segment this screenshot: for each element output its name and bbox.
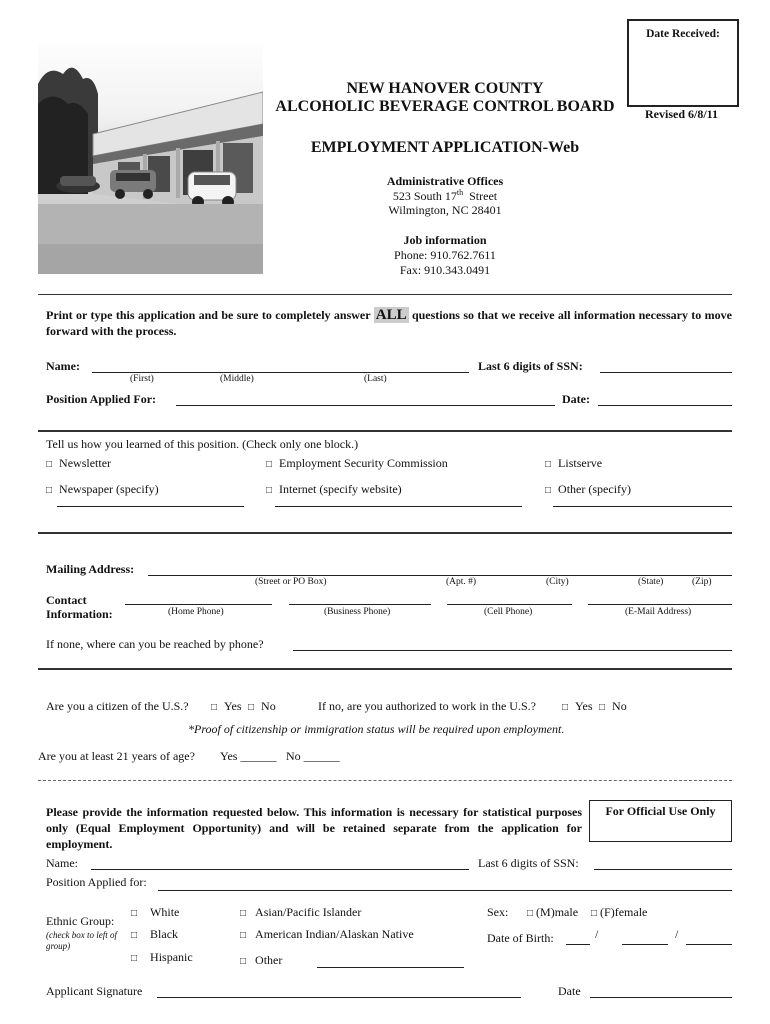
first-name-caption: (First) xyxy=(130,374,154,384)
age-question: Are you at least 21 years of age? xyxy=(38,749,195,763)
form-title: EMPLOYMENT APPLICATION-Web xyxy=(310,139,580,156)
eeo-ssn-label: Last 6 digits of SSN: xyxy=(478,856,579,870)
ethnic-asian[interactable]: □ Asian/Pacific Islander xyxy=(240,905,362,919)
ethnic-other-field[interactable] xyxy=(317,967,464,968)
proof-note: *Proof of citizenship or immigration status will be required upon employment. xyxy=(188,722,565,736)
date-label: Date: xyxy=(562,392,590,406)
option-employment-security[interactable]: □ Employment Security Commission xyxy=(266,456,448,470)
checkbox-icon[interactable]: □ xyxy=(240,930,247,941)
cell-phone-field[interactable] xyxy=(447,604,572,605)
business-phone-caption: (Business Phone) xyxy=(324,607,391,617)
dob-year-field[interactable] xyxy=(686,944,732,945)
name-label: Name: xyxy=(46,359,80,373)
revised-date: Revised 6/8/11 xyxy=(645,107,719,121)
checkbox-icon[interactable]: □ xyxy=(527,908,534,919)
email-caption: (E-Mail Address) xyxy=(625,607,692,617)
ethnic-american-indian[interactable]: □ American Indian/Alaskan Native xyxy=(240,927,414,941)
org-name-line2: ALCOHOLIC BEVERAGE CONTROL BOARD xyxy=(275,98,615,115)
checkbox-icon[interactable]: □ xyxy=(266,459,273,470)
checkbox-icon[interactable]: □ xyxy=(131,908,138,919)
option-other[interactable]: □ Other (specify) xyxy=(545,482,632,496)
position-label: Position Applied For: xyxy=(46,392,157,406)
other-specify-field[interactable] xyxy=(553,506,732,507)
reach-phone-field[interactable] xyxy=(293,650,732,651)
checkbox-icon[interactable]: □ xyxy=(211,702,218,713)
checkbox-icon[interactable]: □ xyxy=(46,485,53,496)
divider xyxy=(38,668,732,670)
mailing-address-field[interactable] xyxy=(148,575,732,576)
divider xyxy=(38,532,732,534)
cell-phone-caption: (Cell Phone) xyxy=(484,607,533,617)
official-use-box xyxy=(589,800,732,842)
divider xyxy=(38,430,732,432)
address-line1: 523 South 17th Street xyxy=(392,188,498,203)
internet-specify-field[interactable] xyxy=(275,506,522,507)
all-emphasis: ALL xyxy=(375,307,407,323)
cut-line xyxy=(38,780,732,781)
learned-question: Tell us how you learned of this position. (Check only one block.) xyxy=(46,437,359,451)
official-use-label: For Official Use Only xyxy=(605,804,716,818)
ethnic-white[interactable]: □ White xyxy=(131,905,180,919)
job-phone: Phone: 910.762.7611 xyxy=(394,248,496,262)
checkbox-icon[interactable]: □ xyxy=(266,485,273,496)
org-name-line1: NEW HANOVER COUNTY xyxy=(346,80,544,97)
signature-date-label: Date xyxy=(558,984,581,998)
ssn-label: Last 6 digits of SSN: xyxy=(478,359,583,373)
apt-caption: (Apt. #) xyxy=(446,577,477,587)
authorized-question: If no, are you authorized to work in the U.S.? xyxy=(318,699,536,713)
eeo-position-field[interactable] xyxy=(158,890,732,891)
city-caption: (City) xyxy=(546,577,569,587)
home-phone-field[interactable] xyxy=(125,604,272,605)
sex-male[interactable]: □ (M)male xyxy=(527,905,579,919)
ethnic-group-note: (check box to left of group) xyxy=(46,930,117,951)
checkbox-icon[interactable]: □ xyxy=(545,485,552,496)
citizen-yes[interactable]: □ Yes xyxy=(211,699,242,713)
position-field[interactable] xyxy=(176,405,555,406)
ethnic-black[interactable]: □ Black xyxy=(131,927,179,941)
checkbox-icon[interactable]: □ xyxy=(562,702,569,713)
dob-day-field[interactable] xyxy=(622,944,668,945)
checkbox-icon[interactable]: □ xyxy=(240,956,247,967)
mailing-address-label: Mailing Address: xyxy=(46,562,135,576)
dob-month-field[interactable] xyxy=(566,944,590,945)
sex-female[interactable]: □ (F)female xyxy=(591,905,648,919)
date-received-label: Date Received: xyxy=(646,28,720,40)
dob-slash: / xyxy=(595,927,599,941)
admin-offices-title: Administrative Offices xyxy=(386,174,504,188)
checkbox-icon[interactable]: □ xyxy=(46,459,53,470)
checkbox-icon[interactable]: □ xyxy=(545,459,552,470)
authorized-yes[interactable]: □ Yes xyxy=(562,699,593,713)
instructions: Print or type this application and be sure to completely answer ALL questions so that we receive all information necessary to move forward with the process. xyxy=(46,307,732,338)
eeo-position-label: Position Applied for: xyxy=(46,875,147,889)
zip-caption: (Zip) xyxy=(692,577,712,587)
option-newspaper[interactable]: □ Newspaper (specify) xyxy=(46,482,159,496)
home-phone-caption: (Home Phone) xyxy=(168,607,224,617)
checkbox-icon[interactable]: □ xyxy=(131,953,138,964)
reach-phone-question: If none, where can you be reached by phone? xyxy=(46,637,264,651)
age-yes[interactable]: Yes ______ xyxy=(220,749,277,763)
dob-slash: / xyxy=(675,927,679,941)
date-received-box[interactable] xyxy=(627,19,739,107)
signature-field[interactable] xyxy=(157,997,521,998)
ethnic-other[interactable]: □ Other xyxy=(240,953,283,967)
business-phone-field[interactable] xyxy=(289,604,431,605)
divider xyxy=(38,294,732,295)
citizen-question: Are you a citizen of the U.S.? xyxy=(46,699,189,713)
checkbox-icon[interactable]: □ xyxy=(131,930,138,941)
ethnic-hispanic[interactable]: □ Hispanic xyxy=(131,950,193,964)
ethnic-group-label: Ethnic Group: xyxy=(46,914,115,928)
eeo-statement: Please provide the information requested below. This information is necessary for statistical purposes only (Equal Employment Opportunity) and will be retained separate from the application for employment. xyxy=(46,805,582,851)
ssn-field[interactable] xyxy=(600,372,732,373)
age-no[interactable]: No ______ xyxy=(286,749,340,763)
name-field[interactable] xyxy=(92,372,469,373)
email-field[interactable] xyxy=(588,604,732,605)
eeo-ssn-field[interactable] xyxy=(594,869,732,870)
dob-label: Date of Birth: xyxy=(487,931,554,945)
authorized-no[interactable]: □ No xyxy=(599,699,627,713)
newspaper-specify-field[interactable] xyxy=(57,506,244,507)
job-fax: Fax: 910.343.0491 xyxy=(399,263,491,277)
option-listserve[interactable]: □ Listserve xyxy=(545,456,603,470)
eeo-name-field[interactable] xyxy=(91,869,469,870)
citizen-no[interactable]: □ No xyxy=(248,699,276,713)
eeo-name-label: Name: xyxy=(46,856,78,870)
checkbox-icon[interactable]: □ xyxy=(248,702,255,713)
checkbox-icon[interactable]: □ xyxy=(599,702,606,713)
option-internet[interactable]: □ Internet (specify website) xyxy=(266,482,402,496)
sex-label: Sex: xyxy=(487,905,509,919)
signature-date-field[interactable] xyxy=(590,997,732,998)
middle-name-caption: (Middle) xyxy=(220,374,254,384)
option-newsletter[interactable]: □ Newsletter xyxy=(46,456,112,470)
date-field[interactable] xyxy=(598,405,732,406)
contact-info-label: Contact Information: xyxy=(46,593,113,621)
signature-label: Applicant Signature xyxy=(46,984,143,998)
checkbox-icon[interactable]: □ xyxy=(240,908,247,919)
checkbox-icon[interactable]: □ xyxy=(591,908,598,919)
last-name-caption: (Last) xyxy=(364,374,387,384)
job-info-title: Job information xyxy=(403,233,487,247)
building-photo xyxy=(38,44,263,274)
state-caption: (State) xyxy=(638,577,664,587)
address-line2: Wilmington, NC 28401 xyxy=(388,203,502,217)
street-caption: (Street or PO Box) xyxy=(255,577,327,587)
